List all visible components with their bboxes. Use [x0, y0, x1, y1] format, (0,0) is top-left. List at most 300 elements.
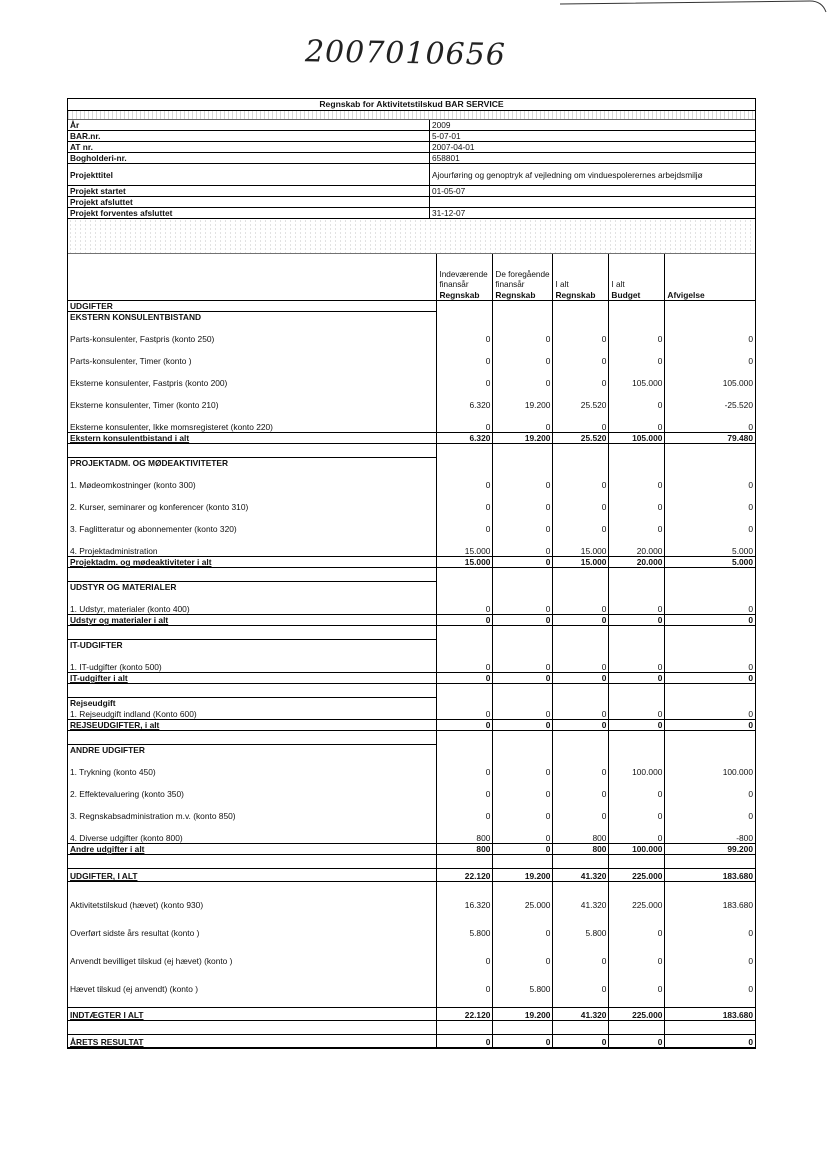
table-row-value: 0 [493, 366, 553, 388]
table-row-label: Parts-konsulenter, Fastpris (konto 250) [70, 334, 215, 344]
section-heading-value [665, 312, 755, 323]
table-row-value: 0 [493, 534, 553, 557]
section-total-value: 5.000 [665, 557, 755, 568]
project-info [68, 120, 755, 219]
col-header-4: Afvigelse [665, 290, 755, 301]
document-title: Regnskab for Aktivitetstilskud BAR SERVICE [68, 99, 755, 111]
section-total-label: REJSEUDGIFTER, i alt [68, 720, 437, 731]
spacer-row-value [553, 855, 609, 869]
income-row-value: 0 [665, 910, 755, 938]
table-row-value: 0 [493, 708, 553, 720]
spacer-row-value [493, 731, 553, 745]
accounting-document [67, 98, 756, 1049]
spacer-row-value [437, 1021, 493, 1035]
section-total [68, 844, 755, 855]
table-row-value: 0 [493, 592, 553, 615]
spacer-row-value [493, 568, 553, 582]
table-row-value: 0 [609, 592, 665, 615]
table-row-value: 0 [437, 344, 493, 366]
col-header-3: Budget [609, 290, 665, 301]
spacer-row-value [609, 626, 665, 640]
spacer-row-label [68, 1021, 437, 1035]
spacer-row-value [437, 626, 493, 640]
spacer-row-value [665, 731, 755, 745]
section-total-value: 0 [493, 557, 553, 568]
section-total-value: 0 [665, 720, 755, 731]
spacer-row-value [437, 994, 493, 1008]
income-row-value: 0 [437, 966, 493, 994]
section-total [68, 720, 755, 731]
table-row-value: 0 [493, 410, 553, 433]
table-row-label: Eksterne konsulenter, Fastpris (konto 200) [70, 378, 228, 388]
table-row [68, 592, 755, 615]
table-row-value: 0 [437, 708, 493, 720]
table-row-value: 0 [609, 388, 665, 410]
section-heading-value [493, 698, 553, 709]
table-row-value: 0 [609, 322, 665, 344]
spacer-row-value [553, 684, 609, 698]
section-total-value: 25.520 [553, 433, 609, 444]
section-heading-value [437, 698, 493, 709]
income-row-value: 5.800 [437, 910, 493, 938]
table-row-value: 0 [437, 366, 493, 388]
info-label: År [68, 120, 430, 131]
table-row [68, 755, 755, 777]
table-row-value: 0 [609, 410, 665, 433]
section-total-value: 0 [609, 673, 665, 684]
section-heading-value [493, 582, 553, 593]
table-row-value: 15.000 [553, 534, 609, 557]
income-row-value: 25.000 [493, 882, 553, 911]
section-heading-value [609, 312, 665, 323]
spacer-row-value [609, 731, 665, 745]
year-result-value: 0 [553, 1035, 609, 1048]
section-total-value: 19.200 [493, 433, 553, 444]
income-row-value: 0 [493, 910, 553, 938]
section-total-value: 15.000 [437, 557, 493, 568]
section-total-value: 79.480 [665, 433, 755, 444]
info-label: BAR.nr. [68, 131, 430, 142]
spacer-row-label [68, 731, 437, 745]
section-heading-value [437, 458, 493, 469]
section-heading-value [609, 458, 665, 469]
section-total-value: 0 [553, 673, 609, 684]
section-total-value: 99.200 [665, 844, 755, 855]
handwritten-number: 2007010656 [304, 34, 507, 73]
income-row-value: 0 [665, 938, 755, 966]
section-heading-value [553, 582, 609, 593]
table-row-value: 0 [437, 650, 493, 673]
spacer-row-value [609, 855, 665, 869]
section-total-value: 0 [665, 615, 755, 626]
table-row-label: 4. Projektadministration [70, 546, 158, 556]
spacer-row-value [609, 1021, 665, 1035]
income-row-label: Overført sidste års resultat (konto ) [70, 928, 200, 938]
table-row-value: 0 [437, 755, 493, 777]
section-heading-value [493, 312, 553, 323]
table-row-value: 0 [665, 468, 755, 490]
info-label: Projekt afsluttet [68, 197, 430, 208]
spacer-row [68, 568, 755, 582]
col-header-2: Regnskab [553, 290, 609, 301]
table-row-label: 1. Mødeomkostninger (konto 300) [70, 480, 196, 490]
income-row [68, 966, 755, 994]
section-heading-value [437, 312, 493, 323]
spacer-row-value [553, 1021, 609, 1035]
table-row-value: 0 [493, 490, 553, 512]
scan-corner-line [560, 0, 830, 14]
table-row-value: 0 [665, 410, 755, 433]
spacer-row-value [665, 855, 755, 869]
col-top-3: I alt [609, 254, 665, 290]
udgifter-total-label: UDGIFTER, I ALT [68, 869, 437, 882]
table-row-value: 0 [609, 821, 665, 844]
column-header-top-row [68, 254, 755, 290]
income-row-value: 225.000 [609, 882, 665, 911]
section-total-value: 0 [493, 720, 553, 731]
info-value: 5-07-01 [430, 131, 755, 142]
table-row-value: 0 [553, 650, 609, 673]
section-heading-value [437, 745, 493, 756]
finance-table [68, 254, 755, 1048]
table-row-label: 1. Trykning (konto 450) [70, 767, 156, 777]
table-row-label: 2. Effektevaluering (konto 350) [70, 789, 184, 799]
table-row-value: 0 [665, 650, 755, 673]
table-row-label: 3. Regnskabsadministration m.v. (konto 850) [70, 811, 236, 821]
spacer-row-label [68, 568, 437, 582]
section-total-value: 20.000 [609, 557, 665, 568]
table-row-value: 0 [665, 708, 755, 720]
section-heading-value [665, 640, 755, 651]
spacer-row-value [437, 444, 493, 458]
table-row-label: 1. Rejseudgift indland (Konto 600) [70, 709, 197, 719]
table-row-label: 2. Kurser, seminarer og konferencer (konto 310) [70, 502, 249, 512]
spacer-row [68, 684, 755, 698]
udgifter-total-value: 225.000 [609, 869, 665, 882]
column-header-row [68, 290, 755, 301]
table-row-value: 0 [437, 799, 493, 821]
udgifter-total-value: 22.120 [437, 869, 493, 882]
scan-noise-band [68, 219, 755, 254]
info-value: Ajourføring og genoptryk af vejledning om vinduespolerernes arbejdsmiljø [430, 164, 755, 186]
section-heading-value [553, 745, 609, 756]
spacer-row-value [493, 684, 553, 698]
table-row-value: 0 [493, 344, 553, 366]
spacer-row-label [68, 444, 437, 458]
info-label: Projekt forventes afsluttet [68, 208, 430, 219]
income-row-value: 0 [609, 938, 665, 966]
section-total-value: 0 [493, 844, 553, 855]
udgifter-heading-value [553, 301, 609, 312]
table-row-value: 0 [609, 344, 665, 366]
income-row-label: Hævet tilskud (ej anvendt) (konto ) [70, 984, 199, 994]
table-row [68, 512, 755, 534]
section-heading-value [609, 640, 665, 651]
table-row [68, 388, 755, 410]
table-row-value: 0 [665, 512, 755, 534]
section-heading-value [493, 745, 553, 756]
col-top-1: De foregående finansår [493, 254, 553, 290]
spacer-row-value [493, 1021, 553, 1035]
col-header-0: Regnskab [437, 290, 493, 301]
section-heading-label: IT-UDGIFTER [68, 640, 437, 651]
table-row-value: 0 [493, 777, 553, 799]
income-total-value: 22.120 [437, 1008, 493, 1021]
udgifter-total-value: 183.680 [665, 869, 755, 882]
table-row [68, 777, 755, 799]
spacer-row-value [609, 568, 665, 582]
income-row-value: 0 [553, 966, 609, 994]
section-total-value: 0 [553, 615, 609, 626]
income-row [68, 938, 755, 966]
table-row-value: 0 [493, 755, 553, 777]
section-total-value: 6.320 [437, 433, 493, 444]
table-row [68, 344, 755, 366]
table-row-value: 0 [553, 512, 609, 534]
spacer-row-value [437, 568, 493, 582]
section-total-value: 800 [437, 844, 493, 855]
section-total-label: Udstyr og materialer i alt [68, 615, 437, 626]
table-row-value: 0 [493, 322, 553, 344]
year-result-label: ÅRETS RESULTAT [68, 1035, 437, 1048]
spacer-row [68, 444, 755, 458]
table-row-value: 0 [553, 468, 609, 490]
table-row-value: 105.000 [609, 366, 665, 388]
info-value: 658801 [430, 153, 755, 164]
udgifter-total-value: 41.320 [553, 869, 609, 882]
spacer-row-value [553, 568, 609, 582]
section-heading-value [493, 640, 553, 651]
section-total-value: 0 [553, 720, 609, 731]
table-row-value: 0 [609, 468, 665, 490]
udgifter-heading-value [493, 301, 553, 312]
table-row-value: 0 [437, 322, 493, 344]
year-result-value: 0 [437, 1035, 493, 1048]
section-heading-value [493, 458, 553, 469]
section-heading [68, 582, 755, 593]
income-row-value: 0 [437, 938, 493, 966]
section-total-label: Andre udgifter i alt [68, 844, 437, 855]
spacer-row-value [665, 684, 755, 698]
section-heading-value [665, 745, 755, 756]
income-row-value: 5.800 [493, 966, 553, 994]
table-row [68, 821, 755, 844]
section-heading [68, 745, 755, 756]
table-row-value: 0 [553, 322, 609, 344]
income-row-value: 41.320 [553, 882, 609, 911]
spacer-row-label [68, 994, 437, 1008]
section-heading-label: EKSTERN KONSULENTBISTAND [68, 312, 437, 323]
spacer-row [68, 731, 755, 745]
income-row-value: 0 [609, 910, 665, 938]
section-total-value: 0 [609, 615, 665, 626]
col-top-2: I alt [553, 254, 609, 290]
info-label: AT nr. [68, 142, 430, 153]
info-value: 01-05-07 [430, 186, 755, 197]
udgifter-heading-value [665, 301, 755, 312]
table-row [68, 410, 755, 433]
section-total [68, 673, 755, 684]
table-row-value: 20.000 [609, 534, 665, 557]
section-heading-value [553, 458, 609, 469]
section-heading [68, 458, 755, 469]
income-total-value: 183.680 [665, 1008, 755, 1021]
spacer-row-label [68, 626, 437, 640]
table-row-value: 0 [437, 777, 493, 799]
table-row-label: Eksterne konsulenter, Ikke momsregisteret (konto 220) [70, 422, 273, 432]
spacer-row-value [437, 684, 493, 698]
spacer-row-value [553, 626, 609, 640]
section-total [68, 615, 755, 626]
info-label: Projekttitel [68, 164, 430, 186]
spacer-row-value [493, 444, 553, 458]
table-row-value: 0 [437, 490, 493, 512]
col-top-0: Indeværende finansår [437, 254, 493, 290]
spacer-row-value [553, 994, 609, 1008]
table-row [68, 366, 755, 388]
income-row-value: 0 [665, 966, 755, 994]
spacer-row-value [665, 626, 755, 640]
table-row-value: 0 [553, 799, 609, 821]
section-heading-value [437, 582, 493, 593]
section-total-label: IT-udgifter i alt [68, 673, 437, 684]
table-row [68, 468, 755, 490]
table-row-value: 800 [553, 821, 609, 844]
table-row-value: 0 [553, 490, 609, 512]
table-row-value: 0 [665, 592, 755, 615]
spacer-row-value [437, 855, 493, 869]
section-heading [68, 640, 755, 651]
section-heading-value [609, 745, 665, 756]
section-heading-label: ANDRE UDGIFTER [68, 745, 437, 756]
info-value: 31-12-07 [430, 208, 755, 219]
scan-noise [68, 111, 755, 120]
col-top-4 [665, 254, 755, 290]
table-row-value: 0 [665, 799, 755, 821]
section-total-value: 0 [437, 615, 493, 626]
section-heading-value [553, 698, 609, 709]
table-row [68, 534, 755, 557]
udgifter-total-value: 19.200 [493, 869, 553, 882]
section-heading-value [553, 640, 609, 651]
income-row-value: 0 [609, 966, 665, 994]
table-row [68, 799, 755, 821]
table-row-value: 0 [493, 512, 553, 534]
table-row-value: -25.520 [665, 388, 755, 410]
table-row-value: 25.520 [553, 388, 609, 410]
section-heading-label: Rejseudgift [68, 698, 437, 709]
info-label: Projekt startet [68, 186, 430, 197]
spacer-row-label [68, 855, 437, 869]
table-row-value: 15.000 [437, 534, 493, 557]
income-total-value: 225.000 [609, 1008, 665, 1021]
section-total [68, 433, 755, 444]
table-row-value: 0 [553, 708, 609, 720]
section-total-value: 105.000 [609, 433, 665, 444]
section-heading-value [609, 698, 665, 709]
year-result-value: 0 [493, 1035, 553, 1048]
year-result-value: 0 [609, 1035, 665, 1048]
income-total [68, 1008, 755, 1021]
table-row-value: 100.000 [665, 755, 755, 777]
table-row-value: 0 [553, 410, 609, 433]
section-total-value: 100.000 [609, 844, 665, 855]
info-value: 2009 [430, 120, 755, 131]
section-total-value: 0 [437, 673, 493, 684]
spacer-row-value [493, 855, 553, 869]
table-row-value: 0 [665, 490, 755, 512]
section-heading-value [437, 640, 493, 651]
section-total-value: 0 [493, 673, 553, 684]
info-value [430, 197, 755, 208]
income-row-value: 16.320 [437, 882, 493, 911]
table-row-value: 800 [437, 821, 493, 844]
table-row-value: 0 [553, 777, 609, 799]
section-total-value: 0 [665, 673, 755, 684]
table-row-value: 0 [493, 821, 553, 844]
section-heading-value [665, 582, 755, 593]
spacer-row [68, 994, 755, 1008]
spacer-row-label [68, 684, 437, 698]
income-row-value: 183.680 [665, 882, 755, 911]
income-row [68, 910, 755, 938]
section-total-label: Projektadm. og mødeaktiviteter i alt [68, 557, 437, 568]
income-total-label: INDTÆGTER I ALT [68, 1008, 437, 1021]
income-total-value: 41.320 [553, 1008, 609, 1021]
info-value: 2007-04-01 [430, 142, 755, 153]
table-row-value: 0 [609, 512, 665, 534]
table-row-value: 0 [493, 799, 553, 821]
table-row-label: 4. Diverse udgifter (konto 800) [70, 833, 183, 843]
table-row-value: 100.000 [609, 755, 665, 777]
udgifter-heading-value [437, 301, 493, 312]
udgifter-heading-value [609, 301, 665, 312]
table-row-value: 0 [609, 708, 665, 720]
section-total-value: 800 [553, 844, 609, 855]
table-row-value: 0 [609, 490, 665, 512]
table-row-label: 1. IT-udgifter (konto 500) [70, 662, 162, 672]
spacer-row-value [665, 1021, 755, 1035]
table-row-value: 0 [553, 755, 609, 777]
table-row-value: 6.320 [437, 388, 493, 410]
col-header-1: Regnskab [493, 290, 553, 301]
section-heading [68, 698, 755, 709]
table-row [68, 490, 755, 512]
table-row-value: 0 [437, 410, 493, 433]
table-row-value: 0 [553, 366, 609, 388]
table-row-value: 0 [609, 799, 665, 821]
table-row-value: 0 [609, 650, 665, 673]
income-row-label: Anvendt bevilliget tilskud (ej hævet) (konto ) [70, 956, 233, 966]
table-row-value: 0 [437, 512, 493, 534]
spacer-row-value [553, 731, 609, 745]
section-heading-value [609, 582, 665, 593]
table-row-value: 0 [553, 344, 609, 366]
section-total-value: 0 [493, 615, 553, 626]
table-row-value: 0 [493, 468, 553, 490]
income-row-label: Aktivitetstilskud (hævet) (konto 930) [70, 900, 204, 910]
spacer-row-value [609, 684, 665, 698]
year-result [68, 1035, 755, 1048]
table-row-value: 5.000 [665, 534, 755, 557]
section-heading [68, 312, 755, 323]
section-heading-value [665, 458, 755, 469]
table-row-label: 1. Udstyr, materialer (konto 400) [70, 604, 190, 614]
section-total-label: Ekstern konsulentbistand i alt [68, 433, 437, 444]
income-total-value: 19.200 [493, 1008, 553, 1021]
udgifter-total [68, 869, 755, 882]
table-row-value: 0 [553, 592, 609, 615]
